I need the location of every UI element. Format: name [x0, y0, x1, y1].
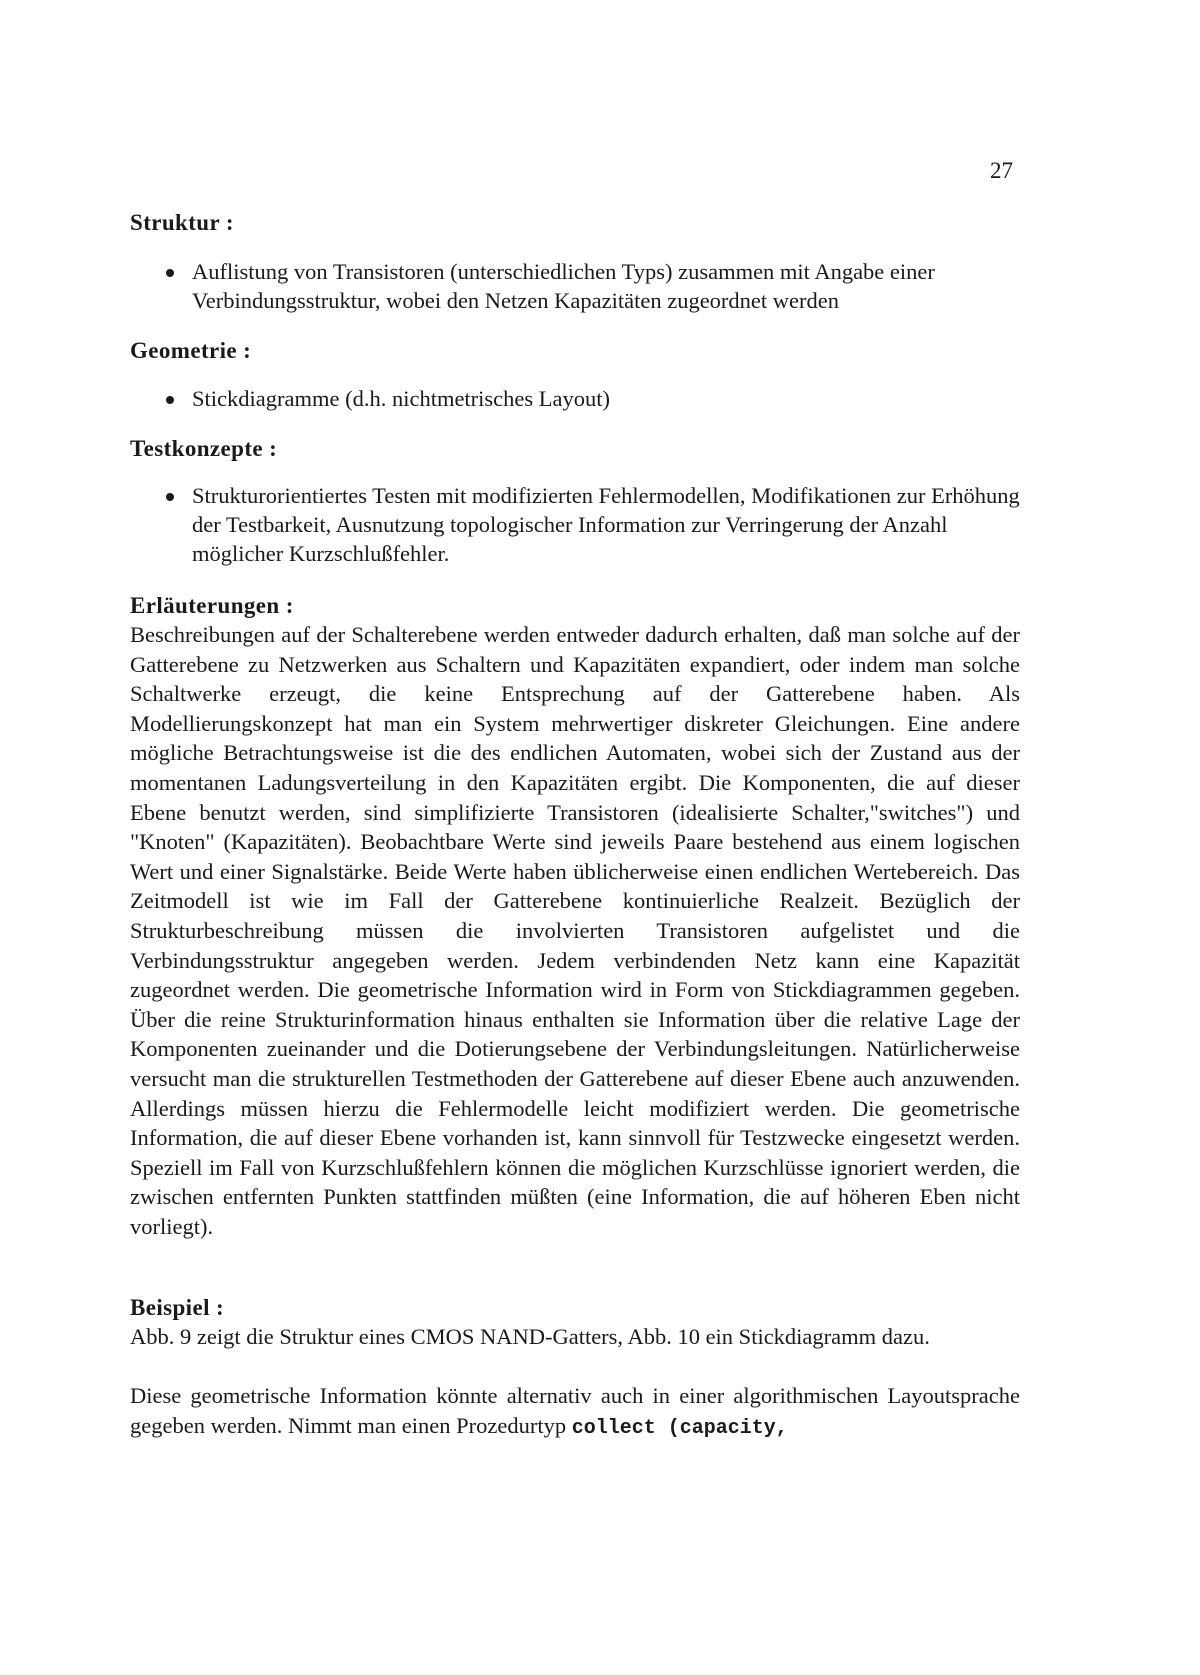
paragraph-beispiel-2 [130, 1381, 1020, 1443]
beispiel-text-part1: Diese geometrische Information könnte alternativ auch in einer algorithmischen Layoutsprache gegeben werden. Nimmt man einen Prozedurtyp [130, 1383, 1020, 1438]
bullet-dot-icon [166, 396, 174, 404]
heading-geometrie: Geometrie : [130, 338, 252, 363]
code-collect-capacity: collect (capacity, [571, 1416, 788, 1440]
paragraph-erlaeuterungen: Beschreibungen auf der Schalterebene werden entweder dadurch erhalten, daß man solche auf der Gatterebene zu Netzwerken aus Schaltern und Kapazitäten expandiert, oder indem man solche Schaltwerke erzeugt, die keine Entsprechung auf der Gatterebene haben. Als Modellierungskonzept hat man ein System mehrwertiger diskreter Gleichungen. Eine andere mögliche Betrachtungsweise ist die des endlichen Automaten, wobei sich der Zustand aus der momentanen Ladungsverteilung in den Kapazitäten ergibt. Die Komponenten, die auf dieser Ebene benutzt werden, sind simplifizierte Transistoren (idealisierte Schalter,"switches") und "Knoten" (Kapazitäten). Beobachtbare Werte sind jeweils Paare bestehend aus einem logischen Wert und einer Signalstärke. Beide Werte haben üblicherweise einen endlichen Wertebereich. Das Zeitmodell ist wie im Fall der Gatterebene kontinuierliche Realzeit. Bezüglich der Strukturbeschreibung müssen die involvierten Transistoren aufgelistet und die Verbindungsstruktur angegeben werden. Jedem verbindenden Netz kann eine Kapazität zugeordnet werden. Die geometrische Information wird in Form von Stickdiagrammen gegeben. Über die reine Strukturinformation hinaus enthalten sie Information über die relative Lage der Komponenten zueinander und die Dotierungsebene der Verbindungsleitungen. Natürlicherweise versucht man die strukturellen Testmethoden der Gatterebene auf dieser Ebene auch anzuwenden. Allerdings müssen hierzu die Fehlermodelle leicht modifiziert werden. Die geometrische Information, die auf dieser Ebene vorhanden ist, kann sinnvoll für Testzwecke eingesetzt werden. Speziell im Fall von Kurzschlußfehlern können die möglichen Kurzschlüsse ignoriert werden, die zwischen entfernten Punkten stattfinden müßten (eine Information, die auf höheren Eben nicht vorliegt). [130, 622, 1020, 1239]
bullet-testkonzepte-text: Strukturorientiertes Testen mit modifizierten Fehlermodellen, Modifikationen zur Erhöhung der Testbarkeit, Ausnutzung topologischer Information zur Verringerung der Anzahl möglicher Kurzschlußfehler. [192, 483, 1020, 566]
bullet-struktur-text: Auflistung von Transistoren (unterschiedlichen Typs) zusammen mit Angabe einer Verbindungsstruktur, wobei den Netzen Kapazitäten zugeordnet werden [192, 259, 935, 313]
page-number: 27 [990, 158, 1013, 183]
bullet-testkonzepte [160, 481, 1020, 568]
bullet-geometrie-text: Stickdiagramme (d.h. nichtmetrisches Layout) [192, 386, 611, 411]
bullet-struktur [160, 257, 1020, 315]
heading-beispiel: Beispiel : [130, 1295, 225, 1320]
bullet-dot-icon [166, 269, 174, 277]
bullet-geometrie [160, 384, 1020, 413]
heading-testkonzepte: Testkonzepte : [130, 436, 278, 461]
paragraph-beispiel-1: Abb. 9 zeigt die Struktur eines CMOS NAND-Gatters, Abb. 10 ein Stickdiagramm dazu. [130, 1324, 930, 1349]
heading-erlaeuterungen: Erläuterungen : [130, 593, 294, 618]
heading-struktur: Struktur : [130, 210, 234, 235]
bullet-dot-icon [166, 493, 174, 501]
